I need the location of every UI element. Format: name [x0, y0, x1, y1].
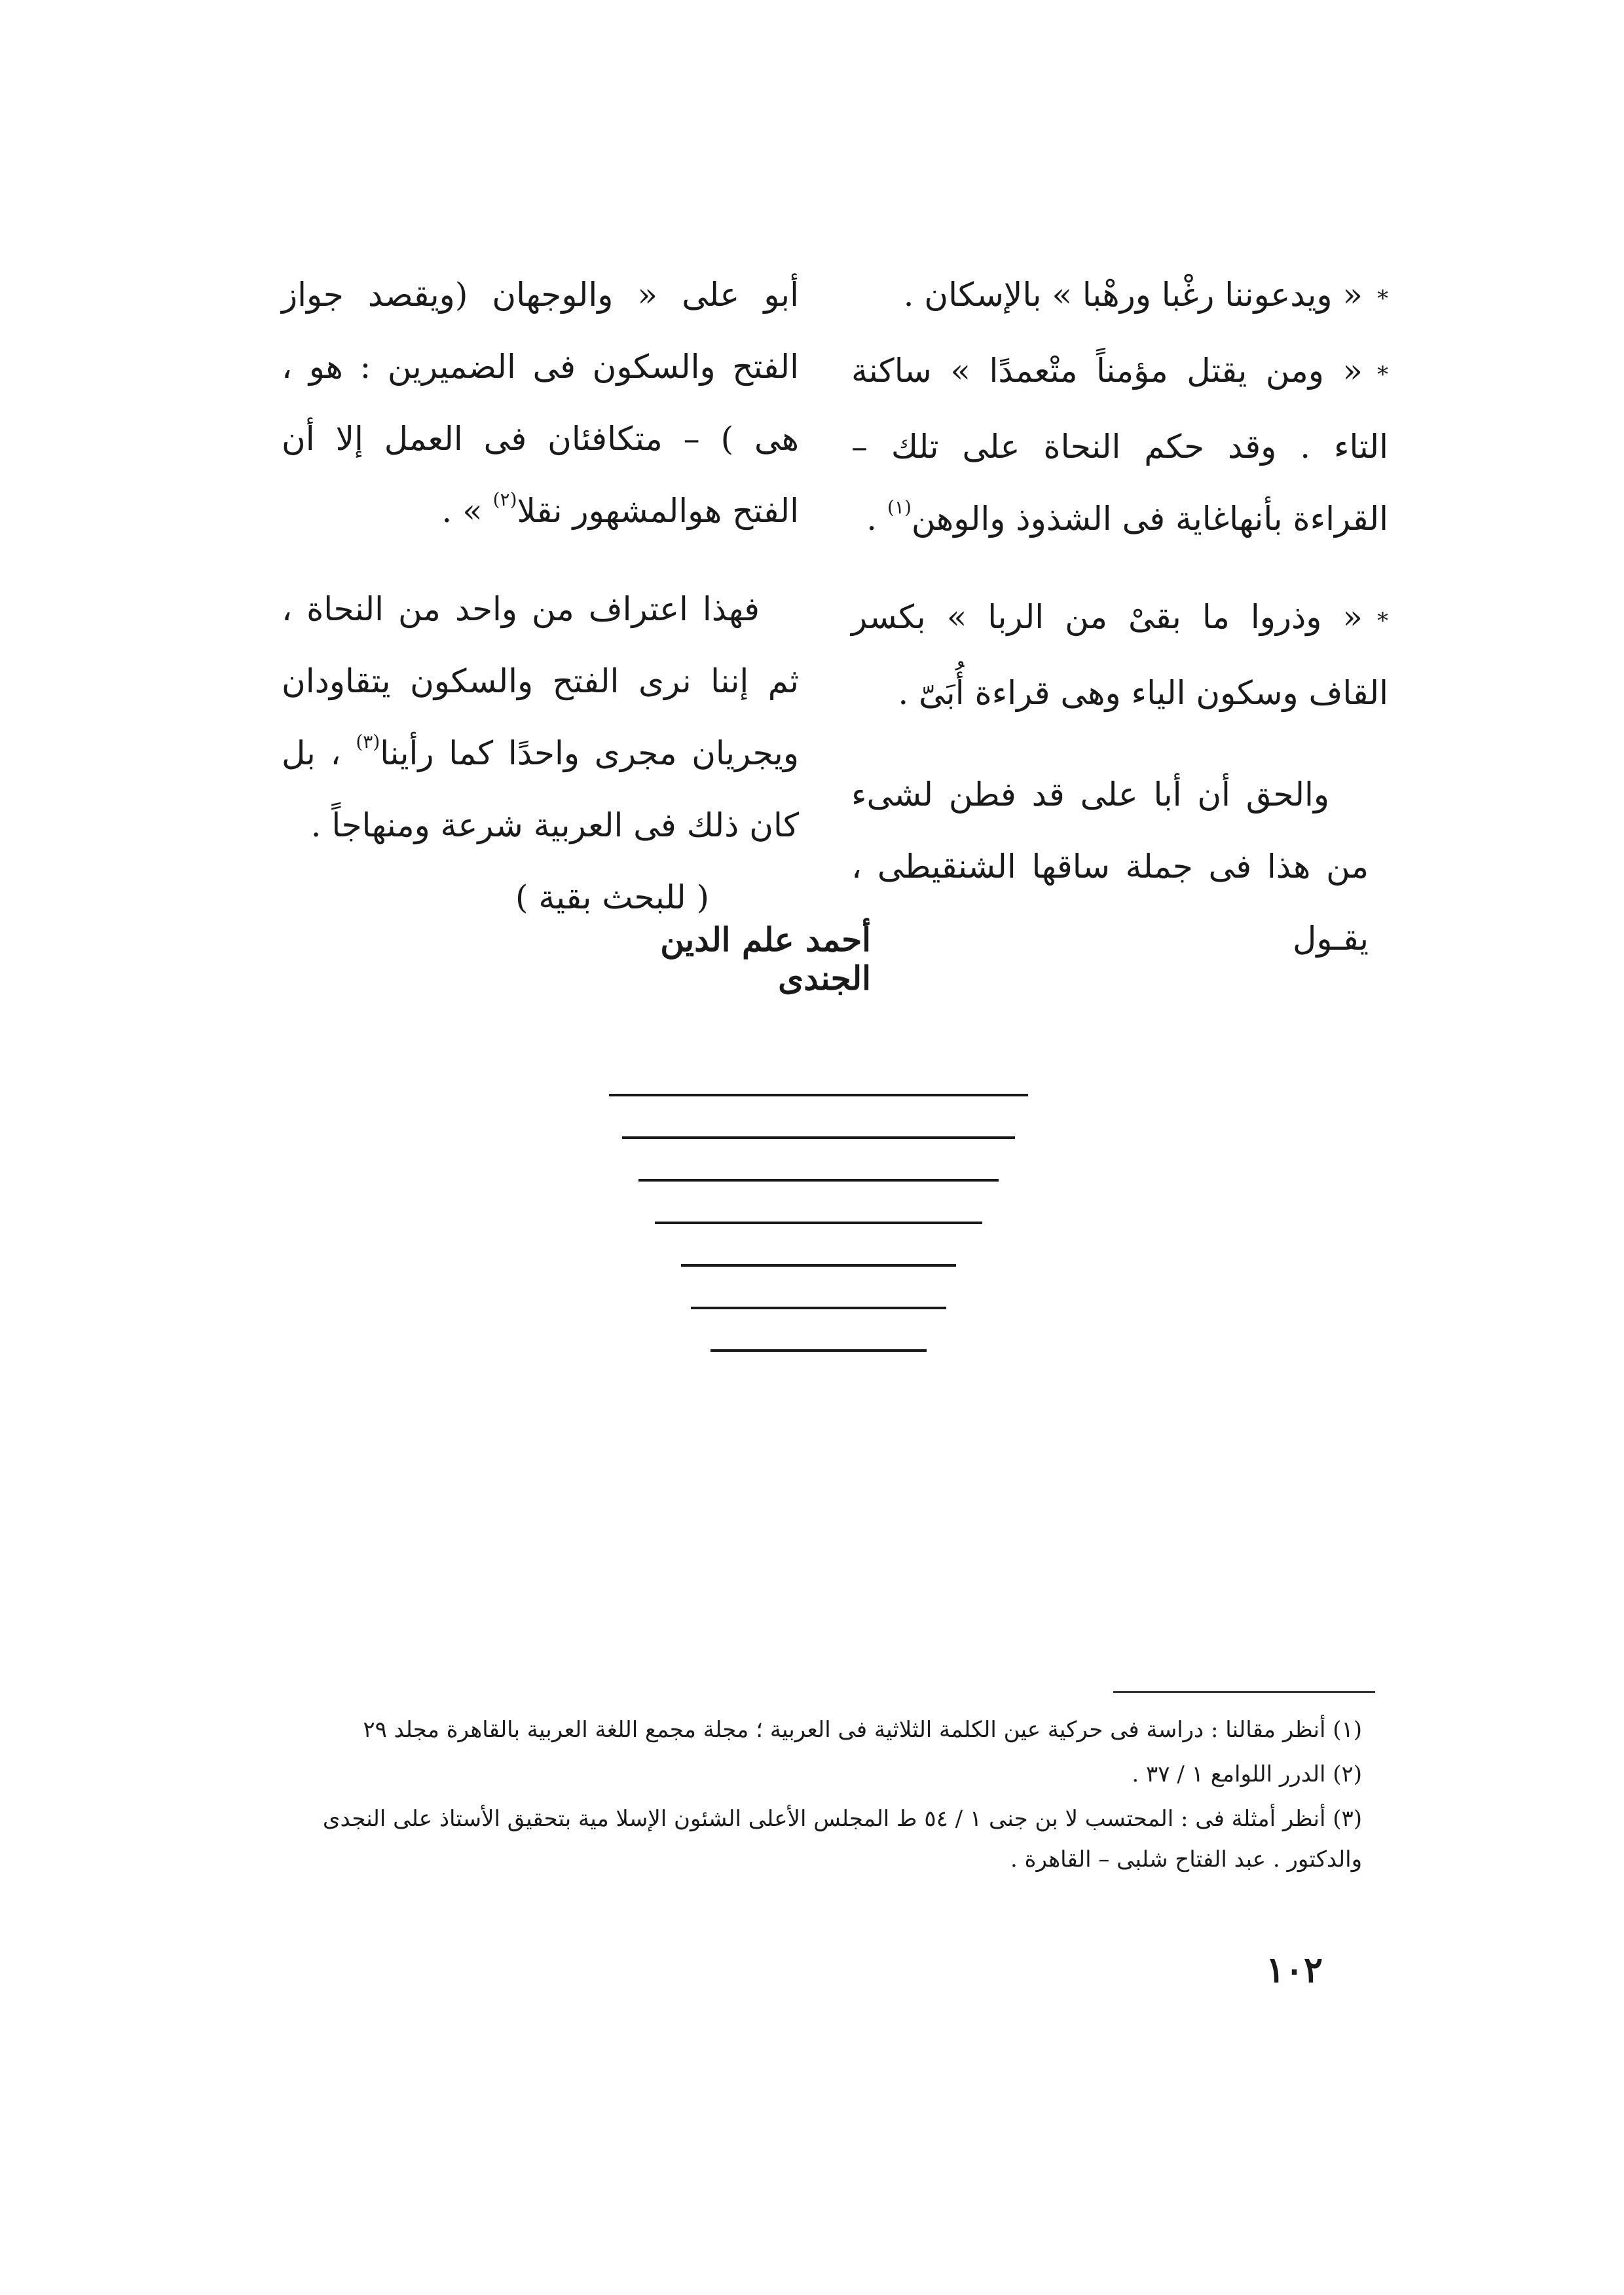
footnote-ref-1: (١)	[887, 496, 912, 518]
author-name: أحمد علم الدين الجندى	[660, 920, 871, 998]
to-be-continued: ( للبحث بقية )	[515, 878, 710, 916]
page-number: ١٠٢	[1265, 1949, 1323, 1990]
ornament-line	[622, 1136, 1015, 1139]
paragraph-left-1-end: » .	[441, 492, 493, 530]
footnote-ref-2: (٢)	[492, 488, 517, 510]
bullet-star-icon: *	[1377, 362, 1388, 388]
quote-item-2	[851, 335, 1388, 555]
left-text-column	[282, 259, 799, 933]
ornament-line	[681, 1264, 956, 1267]
decorative-lines-ornament	[609, 1094, 1041, 1382]
paragraph-left-2-text-a: فهذا اعتراف من واحد من النحاة ، ثم إننا نرى الفتح والسكون يتقاودان ويجريان مجرى واحدًا كما رأينا	[282, 590, 799, 772]
paragraph-left-1-text: أبو على « والوجهان (ويقصد جواز الفتح والسكون فى الضميرين : هو ، هى ) – متكافئان فى العمل إلا أن الفتح هوالمشهور نقلا	[282, 276, 799, 530]
ornament-line	[638, 1179, 999, 1182]
paragraph-left-1	[282, 259, 799, 547]
ornament-line	[691, 1307, 946, 1309]
footnotes	[288, 1709, 1362, 1884]
footnote-ref-3: (٣)	[356, 730, 380, 753]
bullet-star-icon: *	[1377, 608, 1388, 634]
ornament-line	[609, 1094, 1028, 1096]
quote-item-2-end: .	[866, 500, 887, 538]
paragraph-right-4: والحق أن أبا على قد فطن لشىء من هذا فى جملة ساقها الشنقيطى ، يقـول	[851, 775, 1369, 958]
quote-item-2-text: « ومن يقتل مؤمناً متْعمدًا » ساكنة التاء . وقد حكم النحاة على تلك – القراءة بأنهاغاية فى الشذوذ والوهن	[851, 352, 1388, 538]
quote-item-3-text: « وذروا ما بقىْ من الربا » بكسر القاف وسكون الياء وهى قراءة أُبَىّ .	[851, 598, 1388, 712]
quote-item-3	[851, 581, 1388, 729]
paragraph-left-2	[282, 573, 799, 861]
footnote-3: (٣) أنظر أمثلة فى : المحتسب لا بن جنى ١ / ٥٤ ط المجلس الأعلى الشئون الإسلا مية بتحقيق الأستاذ على النجدى والدكتور . عبد الفتاح شلبى – القاهرة .	[322, 1806, 1362, 1873]
right-text-column	[851, 259, 1388, 975]
quote-item-1	[851, 259, 1388, 335]
footnote-2: (٢) الدرر اللوامع ١ / ٣٧ .	[1132, 1761, 1362, 1787]
ornament-line	[655, 1222, 982, 1224]
footnote-1: (١) أنظر مقالنا : دراسة فى حركية عين الكلمة الثلاثية فى العربية ؛ مجلة مجمع اللغة العربية بالقاهرة مجلد ٢٩	[363, 1717, 1362, 1743]
footnote-separator	[1113, 1691, 1375, 1693]
bullet-star-icon: *	[1377, 286, 1388, 312]
quote-item-1-text: « ويدعوننا رغْبا ورهْبا » بالإسكان .	[903, 276, 1363, 314]
ornament-line	[710, 1349, 927, 1352]
paragraph-left-2-text-b: ، بل كان ذلك فى العربية شرعة ومنهاجاً .	[282, 734, 799, 844]
